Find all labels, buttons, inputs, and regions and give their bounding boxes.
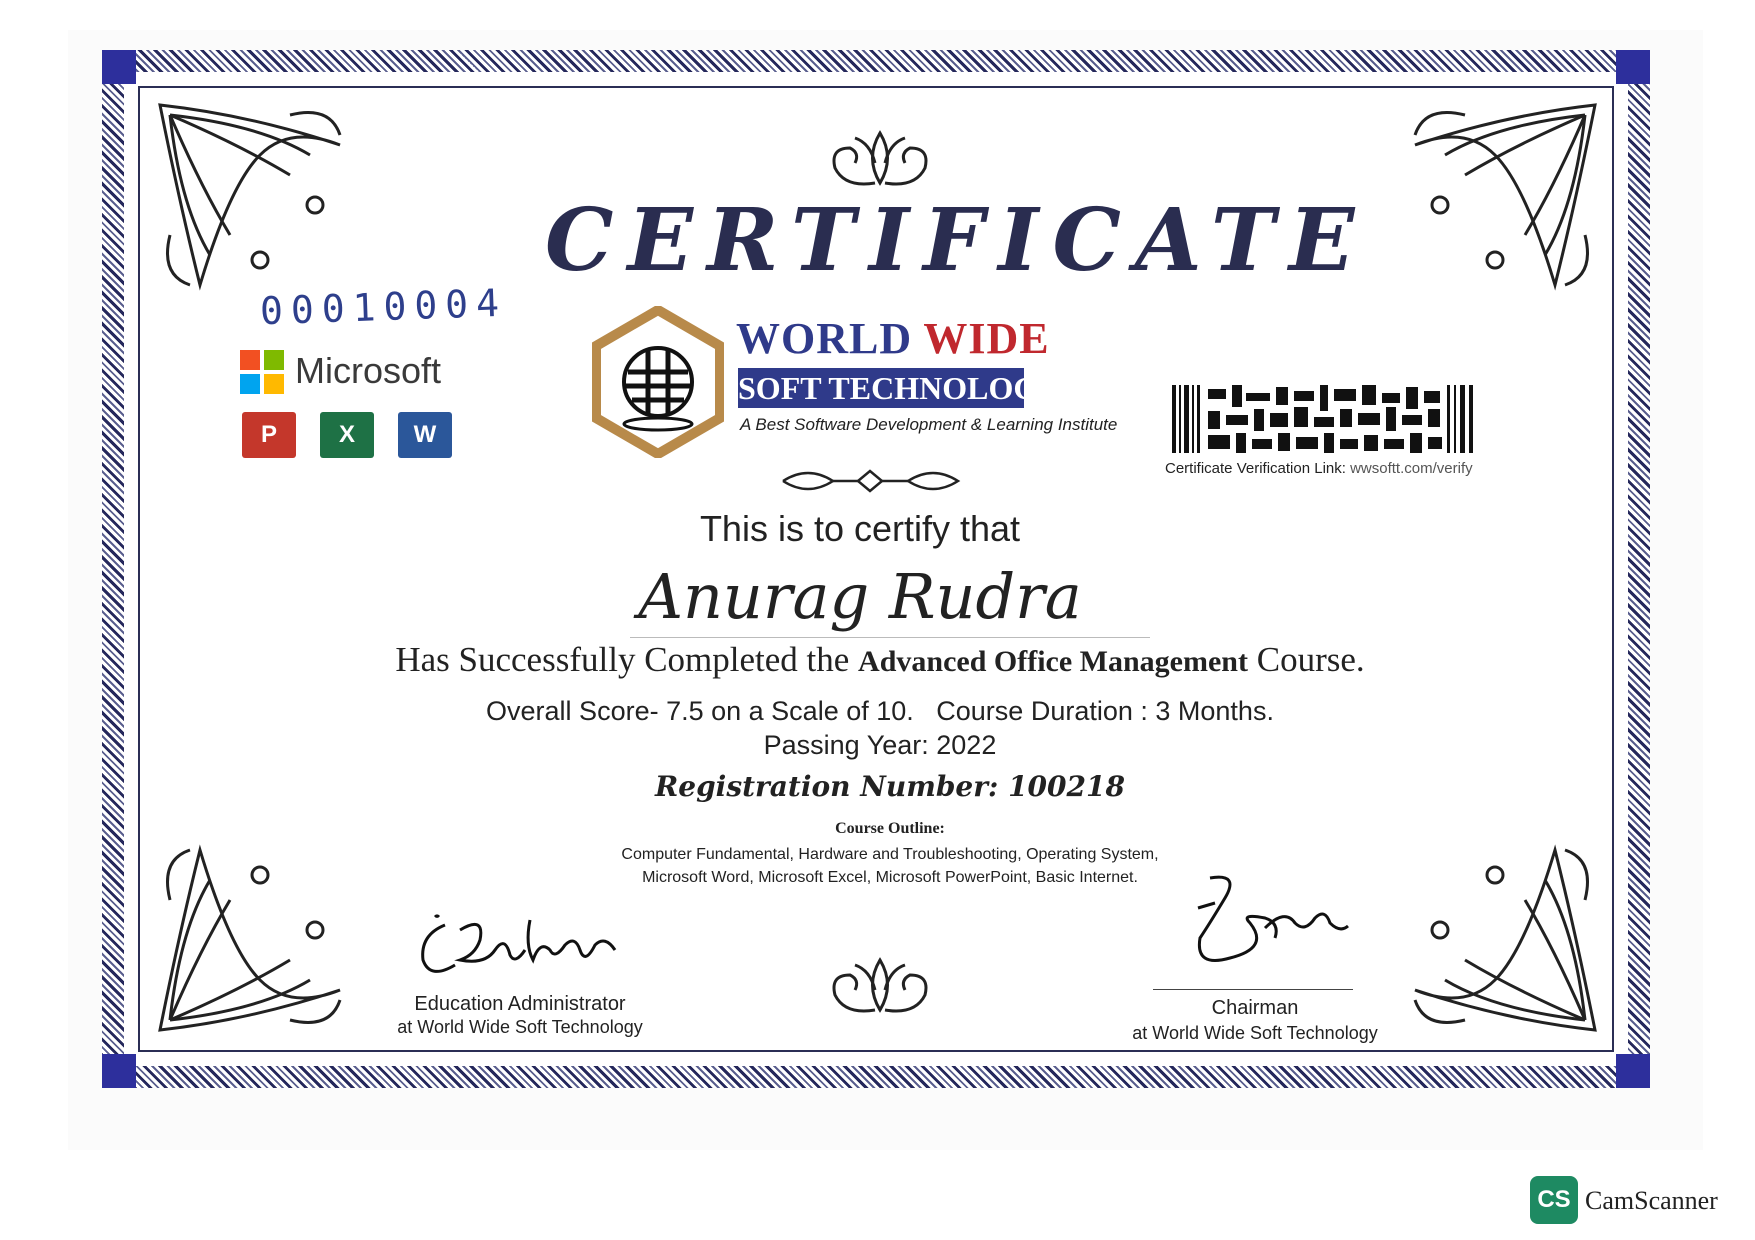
corner-square-icon — [1616, 1054, 1650, 1088]
verification-label: Certificate Verification Link: — [1165, 460, 1346, 477]
course-outline-line2: Microsoft Word, Microsoft Excel, Microsoft PowerPoint, Basic Internet. — [642, 869, 1138, 886]
institute-tagline: A Best Software Development & Learning Institute — [740, 415, 1118, 434]
institute-name-line2: SOFT TECHNOLOGY — [738, 370, 1062, 406]
course-outline-heading: Course Outline: — [835, 820, 945, 837]
serial-number: 00010004 — [259, 280, 508, 334]
top-ornament-icon — [825, 128, 935, 190]
certificate-title: CERTIFICATE — [545, 190, 1369, 291]
microsoft-logo-icon — [240, 350, 284, 394]
passing-year: Passing Year: 2022 — [763, 730, 997, 760]
bottom-ornament-icon — [825, 955, 935, 1017]
certify-text: This is to certify that — [699, 508, 1021, 549]
completion-statement — [360, 640, 1400, 680]
verification-link[interactable]: wwsoftt.com/verify — [1350, 460, 1473, 477]
camscanner-logo-icon: CS — [1530, 1176, 1578, 1224]
institute-name — [736, 313, 1050, 364]
globe-hexagon-logo-icon — [592, 306, 724, 458]
powerpoint-icon: P — [242, 412, 296, 458]
recipient-name: Anurag Rudra — [638, 560, 1082, 633]
score-duration-line — [420, 696, 1340, 727]
verification-text — [1165, 460, 1473, 477]
chairman-signature-line — [1153, 989, 1353, 990]
chairman-role: Chairman — [1211, 997, 1299, 1019]
corner-ornament-icon — [140, 85, 360, 305]
divider-flourish-icon — [778, 465, 963, 497]
word-icon: W — [398, 412, 452, 458]
excel-icon: X — [320, 412, 374, 458]
corner-square-icon — [102, 1054, 136, 1088]
corner-square-icon — [102, 50, 136, 84]
course-duration: Course Duration : 3 Months. — [936, 696, 1274, 726]
corner-ornament-icon — [1395, 830, 1615, 1050]
registration-number: Registration Number: 100218 — [655, 770, 1125, 803]
corner-square-icon — [1616, 50, 1650, 84]
corner-ornament-icon — [140, 830, 360, 1050]
course-name: Advanced Office Management — [858, 645, 1248, 678]
chairman-org: at World Wide Soft Technology — [1132, 1023, 1378, 1043]
completion-prefix: Has Successfully Completed the — [395, 640, 850, 679]
course-outline-line1: Computer Fundamental, Hardware and Troubleshooting, Operating System, — [621, 846, 1159, 863]
chairman-signature-icon — [1190, 868, 1350, 988]
completion-suffix: Course. — [1256, 640, 1365, 679]
administrator-signature-icon — [415, 905, 625, 985]
corner-ornament-icon — [1395, 85, 1615, 305]
institute-name-part2: WIDE — [923, 314, 1050, 363]
verification-barcode-icon — [1172, 385, 1475, 453]
administrator-role: Education Administrator — [414, 993, 626, 1015]
camscanner-watermark: CamScanner — [1585, 1186, 1718, 1215]
administrator-org: at World Wide Soft Technology — [397, 1017, 643, 1037]
microsoft-label: Microsoft — [295, 350, 442, 391]
overall-score: Overall Score- 7.5 on a Scale of 10. — [486, 696, 914, 726]
institute-name-part1: WORLD — [736, 314, 913, 363]
name-underline — [630, 637, 1150, 638]
